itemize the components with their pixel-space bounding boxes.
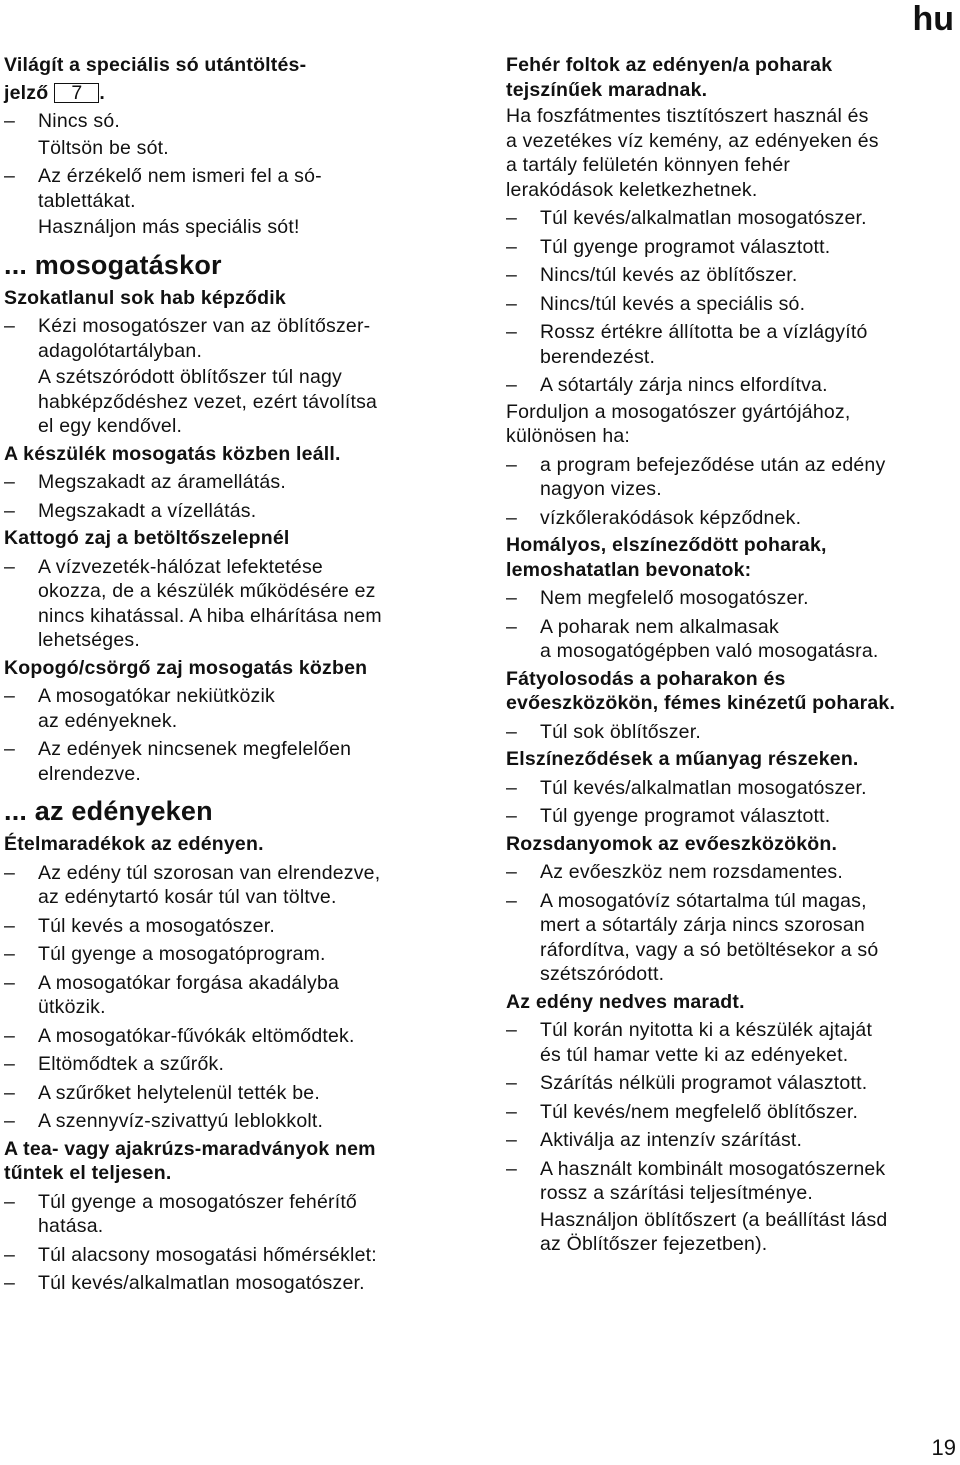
problem-heading: Rozsdanyomok az evőeszközökön. [506, 832, 838, 855]
list-item: – Rossz értékre állította be a vízlágyító berendezést. [506, 320, 958, 369]
list-item: – Szárítás nélküli programot választott. [506, 1071, 958, 1096]
list-item: – Az edények nincsenek megfelelően elrendezve. [4, 737, 466, 786]
list-item: – A poharak nem alkalmasak a mosogatógépben való mosogatásra. [506, 615, 958, 664]
list-item: – Megszakadt a vízellátás. [4, 499, 466, 524]
problem-heading: Ételmaradékok az edényen. [4, 833, 264, 855]
indicator-number-box: 7 [54, 83, 99, 103]
paragraph: Ha foszfátmentes tisztítószert használ és a vezetékes víz kemény, az edényeken és a tartály felületén könnyen fehér lerakódások keletkezhetnek. [506, 105, 879, 201]
list-item: – Túl gyenge programot választott. [506, 804, 958, 829]
list-item: – Eltömődtek a szűrők. [4, 1052, 466, 1077]
list-item: – Kézi mosogatószer van az öblítőszer- adagolótartályban. [4, 314, 466, 363]
problem-heading: A tea- vagy ajakrúzs-maradványok nem tűntek el teljesen. [4, 1137, 376, 1184]
list-item: – A sótartály zárja nincs elfordítva. [506, 373, 958, 398]
list-item: – Nincs só. [4, 109, 466, 134]
list-item: – A mosogatóvíz sótartalma túl magas, mert a sótartály zárja nincs szorosan ráfordítva, vagy a só betöltésekor a só szétszóródott. [506, 889, 958, 987]
list-item: – Megszakadt az áramellátás. [4, 470, 466, 495]
right-column [506, 50, 958, 1257]
indented-text: Használjon más speciális sót! [38, 216, 300, 238]
list-item: – Túl gyenge programot választott. [506, 235, 958, 260]
problem-heading: Világít a speciális só utántöltés- [4, 54, 307, 76]
list-item: – Túl kevés a mosogatószer. [4, 914, 466, 939]
problem-heading: Kopogó/csörgő zaj mosogatás közben [4, 656, 368, 679]
list-item: – A mosogatókar forgása akadályba ütközik. [4, 971, 466, 1020]
list-item: – Az edény túl szorosan van elrendezve, az edénytartó kosár túl van töltve. [4, 861, 466, 910]
list-item: – Aktiválja az intenzív szárítást. [506, 1128, 958, 1153]
problem-heading: Az edény nedves maradt. [506, 990, 745, 1013]
list-item: – A szennyvíz-szivattyú leblokkolt. [4, 1109, 466, 1134]
list-item: – vízkőlerakódások képződnek. [506, 506, 958, 531]
problem-heading: Elszíneződések a műanyag részeken. [506, 748, 859, 770]
list-item: – Túl gyenge a mosogatóprogram. [4, 942, 466, 967]
list-item: – Az érzékelő nem ismeri fel a só- tablettákat. [4, 164, 466, 213]
list-item: – Túl sok öblítőszer. [506, 720, 958, 745]
list-item: – A mosogatókar-fűvókák eltömődtek. [4, 1024, 466, 1049]
list-item: – Nincs/túl kevés a speciális só. [506, 292, 958, 317]
indented-text: Használjon öblítőszert (a beállítást lásd az Öblítőszer fejezetben). [540, 1208, 888, 1255]
list-item: – a program befejeződése után az edény nagyon vizes. [506, 453, 958, 502]
problem-heading: A készülék mosogatás közben leáll. [4, 442, 341, 465]
problem-heading: Fehér foltok az edényen/a poharak tejszínűek maradnak. [506, 54, 833, 101]
list-item: – Túl kevés/alkalmatlan mosogatószer. [4, 1271, 466, 1296]
language-code: hu [912, 0, 954, 38]
indented-text: A szétszóródott öblítőszer túl nagy habképződéshez vezet, ezért távolítsa el egy kendővel. [38, 366, 378, 437]
page-number: 19 [931, 1435, 956, 1460]
list-item: – A használt kombinált mosogatószernek rossz a szárítási teljesítménye. [506, 1157, 958, 1206]
paragraph: Forduljon a mosogatószer gyártójához, különösen ha: [506, 400, 851, 447]
list-item: – Túl kevés/alkalmatlan mosogatószer. [506, 206, 958, 231]
list-item: – Túl korán nyitotta ki a készülék ajtaját és túl hamar vette ki az edényeket. [506, 1018, 958, 1067]
list-item: – Túl kevés/nem megfelelő öblítőszer. [506, 1100, 958, 1125]
problem-heading: Fátyolosodás a poharakon és evőeszközökön, fémes kinézetű poharak. [506, 667, 896, 714]
list-item: – A vízvezeték-hálózat lefektetése okozza, de a készülék működésére ez nincs kihatással. A hiba elhárítása nem lehetséges. [4, 555, 466, 653]
problem-heading: Homályos, elszíneződött poharak, lemoshatatlan bevonatok: [506, 534, 827, 581]
list-item: – Nincs/túl kevés az öblítőszer. [506, 263, 958, 288]
problem-heading: Szokatlanul sok hab képződik [4, 286, 286, 309]
indented-text: Töltsön be sót. [38, 136, 169, 159]
list-item: – Nem megfelelő mosogatószer. [506, 586, 958, 611]
list-item: – Túl gyenge a mosogatószer fehérítő hatása. [4, 1190, 466, 1239]
list-item: – Túl alacsony mosogatási hőmérséklet: [4, 1243, 466, 1268]
list-item: – A mosogatókar nekiütközik az edényeknek. [4, 684, 466, 733]
problem-heading: jelző 7 . [4, 81, 106, 104]
section-title: ... mosogatáskor [4, 249, 222, 280]
list-item: – A szűrőket helytelenül tették be. [4, 1081, 466, 1106]
left-column [4, 50, 466, 1296]
section-title: ... az edényeken [4, 796, 213, 826]
list-item: – Az evőeszköz nem rozsdamentes. [506, 860, 958, 885]
problem-heading: Kattogó zaj a betöltőszelepnél [4, 527, 290, 549]
list-item: – Túl kevés/alkalmatlan mosogatószer. [506, 776, 958, 801]
